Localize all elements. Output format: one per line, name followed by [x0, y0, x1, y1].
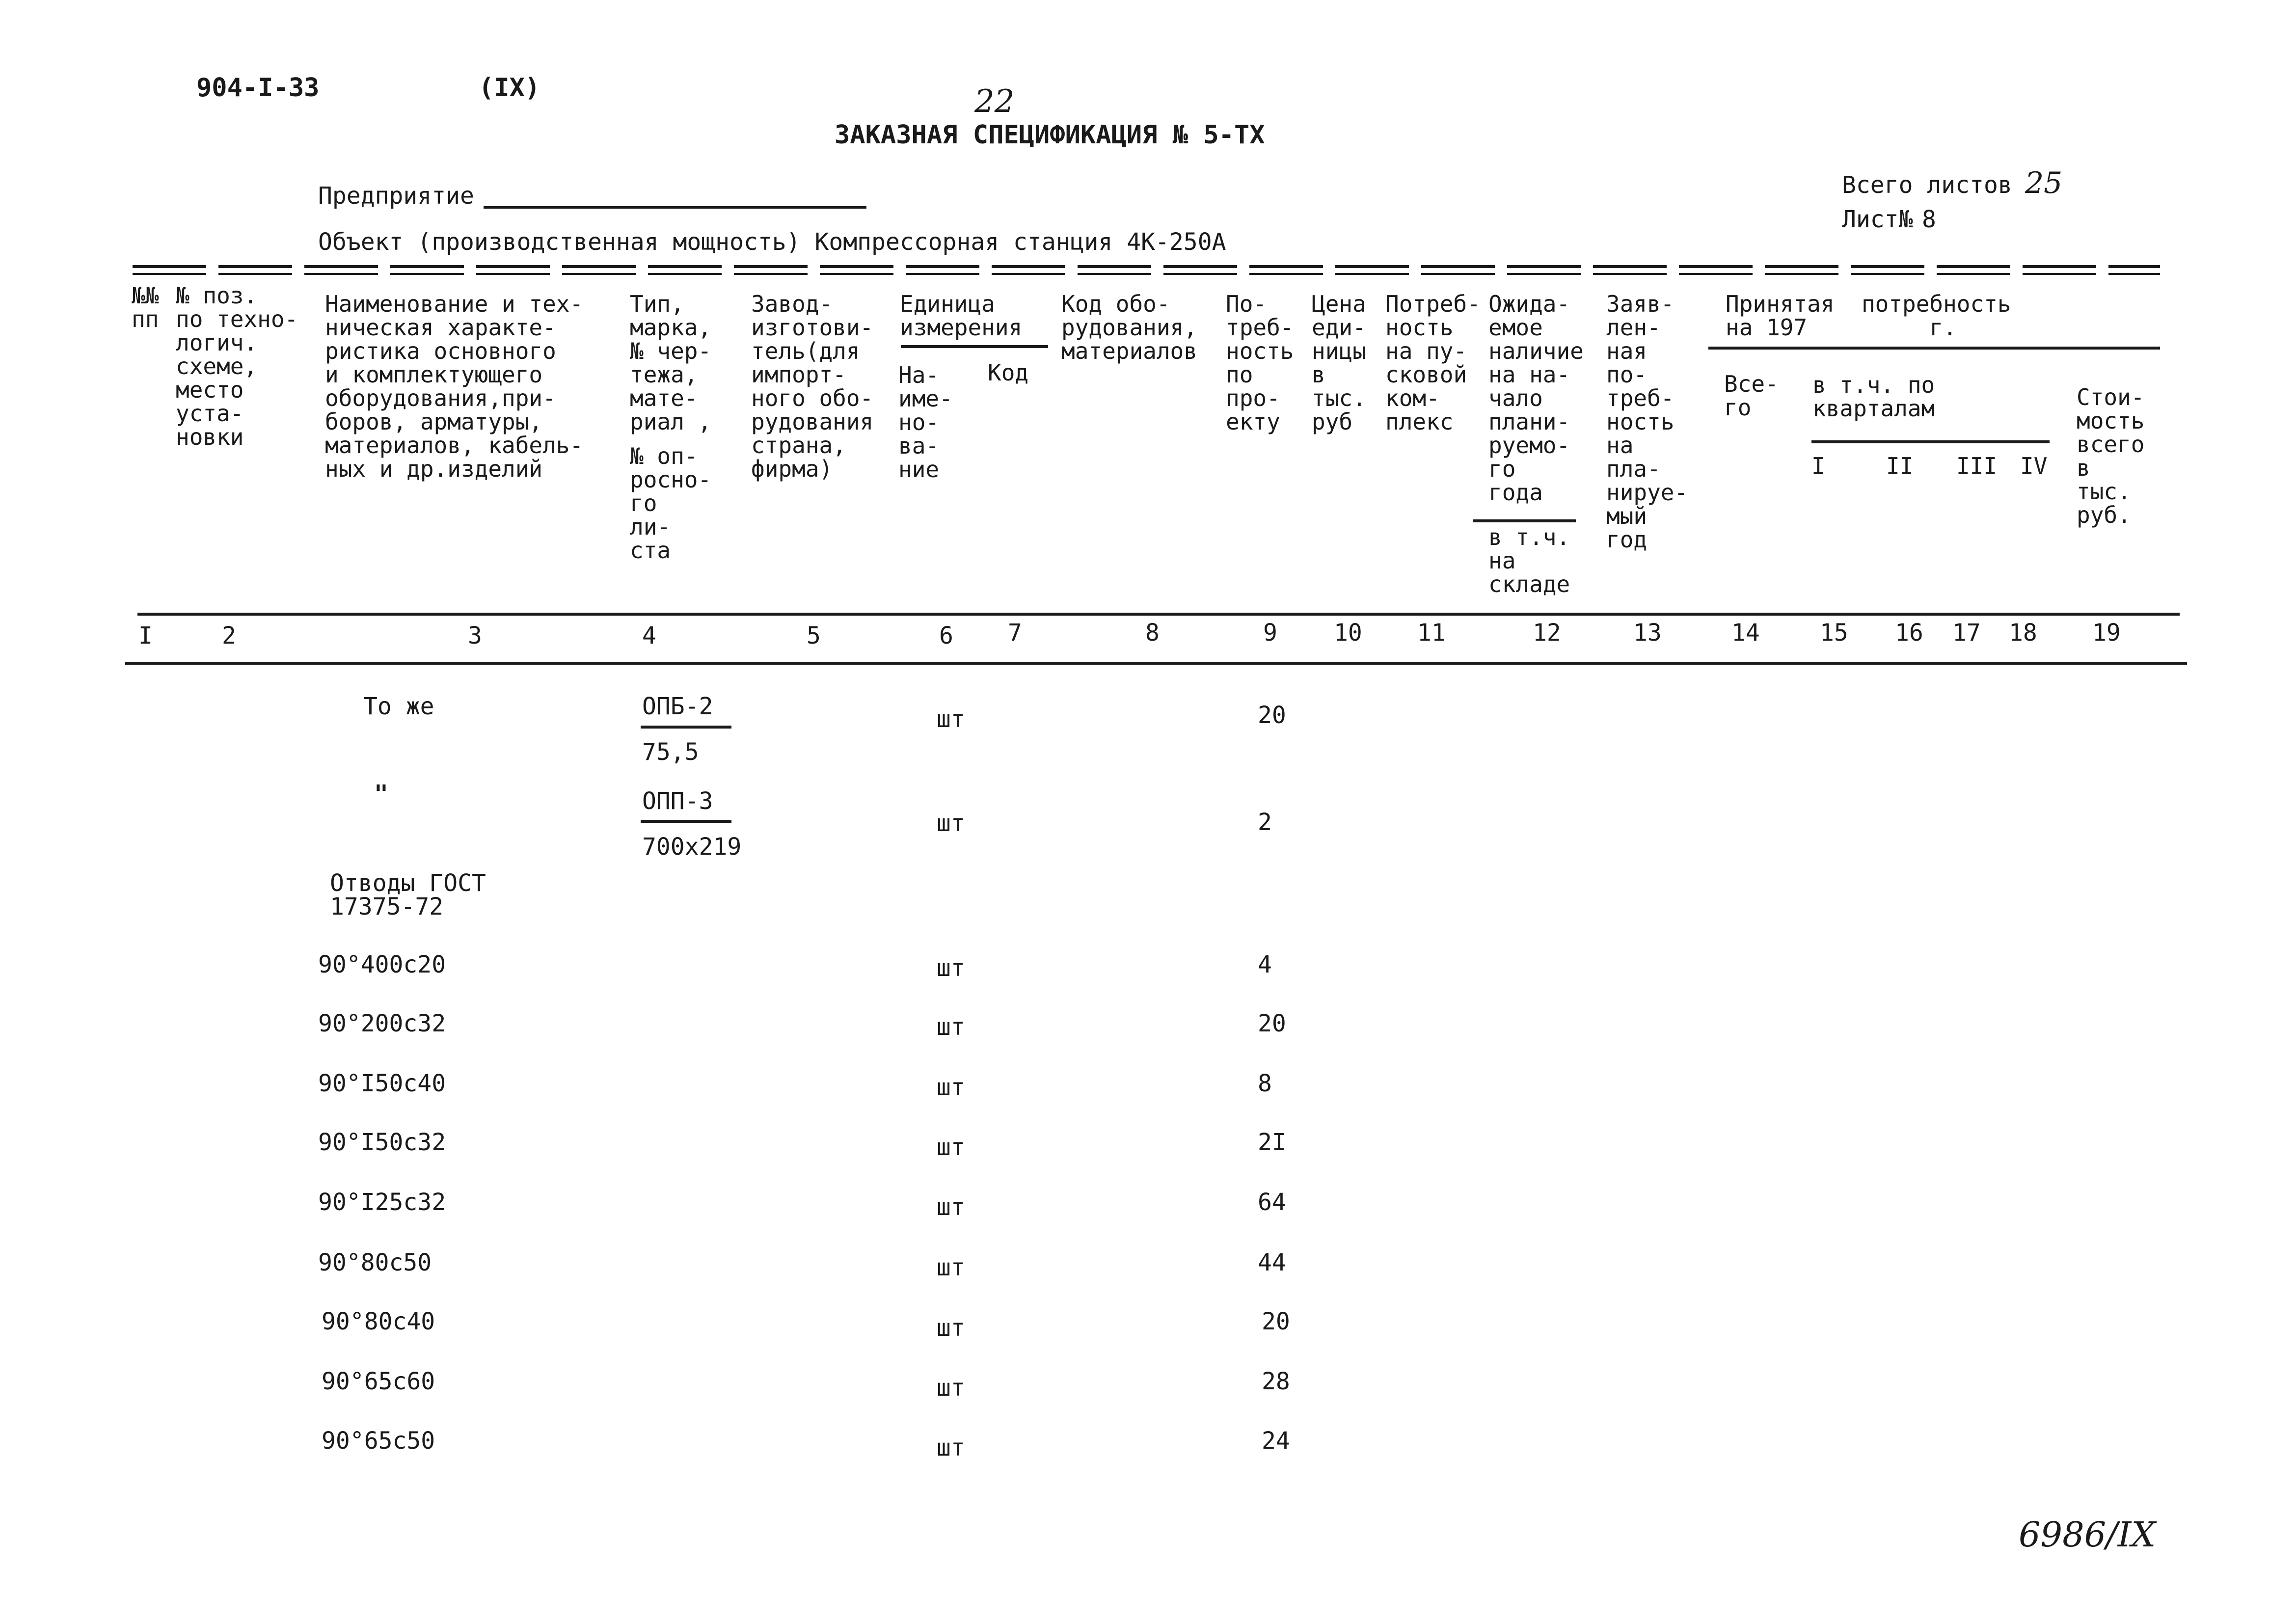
table-top-rule-2 — [133, 273, 2160, 275]
row-11-unit: шт — [937, 1434, 965, 1461]
row-0-sheet: 75,5 — [642, 738, 699, 766]
header-col2: № поз. по техно- логич. схеме, место уста- новки — [176, 282, 298, 450]
row-8-name: 90°80с50 — [318, 1249, 432, 1276]
row-0-fraction-bar — [641, 726, 731, 729]
document-part: (IX) — [479, 73, 540, 103]
row-0-type: ОПБ-2 — [642, 693, 713, 720]
row-6-qty: 2I — [1258, 1129, 1286, 1156]
header-q3: III — [1956, 453, 1998, 479]
sheet-label: Лист№ — [1842, 206, 1913, 233]
row-1-type: ОПП-3 — [642, 787, 713, 815]
row-7-unit: шт — [937, 1193, 965, 1221]
row-1-name: " — [374, 780, 388, 808]
header-q1: I — [1811, 453, 1825, 479]
page-title: ЗАКАЗНАЯ СПЕЦИФИКАЦИЯ № 5-ТХ — [835, 120, 1265, 150]
row-3-unit: шт — [937, 954, 965, 982]
row-2-name: Отводы ГОСТ 17375-72 — [330, 869, 486, 920]
row-1-unit: шт — [937, 810, 965, 837]
header-col14-18: Принятая потребность на 197 г. — [1726, 291, 2011, 341]
row-11-qty: 24 — [1262, 1427, 1290, 1455]
unit-subheader-rule — [901, 345, 1048, 348]
row-4-name: 90°200с32 — [318, 1010, 446, 1037]
header-q2: II — [1886, 453, 1914, 479]
enterprise-label: Предприятие — [318, 182, 474, 210]
row-6-unit: шт — [937, 1134, 965, 1161]
colnum-1: I — [138, 622, 153, 649]
row-4-qty: 20 — [1258, 1010, 1286, 1037]
colnum-17: 17 — [1952, 619, 1981, 647]
total-sheets-value: 25 — [2025, 166, 2063, 200]
colnum-7: 7 — [1008, 619, 1022, 647]
header-col4b: № оп- росно- го ли- ста — [630, 443, 712, 564]
colnum-bottom-rule — [125, 662, 2187, 665]
header-col3: Наименование и тех- ническая характе- ристика основного и комплектующего оборудования,при- боров, арматуры, материалов, кабель- ных и др.изделий — [325, 291, 584, 482]
colnum-12: 12 — [1533, 619, 1561, 647]
colnum-2: 2 — [222, 622, 236, 649]
header-col12a: Ожида- емое наличие на на- чало плани- руемо- го года — [1488, 291, 1584, 506]
row-5-qty: 8 — [1258, 1070, 1272, 1097]
row-0-qty: 20 — [1258, 702, 1286, 729]
header-col9: По- треб- ность по про- екту — [1226, 291, 1294, 435]
row-6-name: 90°I50с32 — [318, 1129, 446, 1156]
row-0-name: То же — [363, 693, 434, 720]
header-col6: На- име- но- ва- ние — [898, 362, 953, 483]
header-col11: Потреб- ность на пу- сковой ком- плекс — [1385, 291, 1481, 435]
row-5-unit: шт — [937, 1074, 965, 1101]
colnum-13: 13 — [1633, 619, 1662, 647]
row-9-unit: шт — [937, 1314, 965, 1342]
header-bottom-rule — [137, 613, 2180, 616]
row-7-name: 90°I25с32 — [318, 1189, 446, 1216]
inventory-stamp: 6986/IX — [2019, 1515, 2156, 1555]
total-sheets-label: Всего листов — [1842, 171, 2012, 199]
row-1-sheet: 700х219 — [642, 833, 742, 861]
row-8-qty: 44 — [1258, 1249, 1286, 1276]
stock-subheader-rule — [1473, 519, 1576, 522]
row-9-name: 90°80с40 — [322, 1308, 435, 1335]
header-col5: Завод- изготови- тель(для импорт- ного обо- рудования страна, фирма) — [751, 291, 874, 482]
header-col67: Единица измерения — [900, 291, 1023, 341]
colnum-8: 8 — [1145, 619, 1160, 647]
document-code: 904-I-33 — [196, 73, 320, 103]
enterprise-underline — [484, 206, 866, 209]
quarters-subheader-rule — [1811, 440, 2050, 443]
row-10-unit: шт — [937, 1374, 965, 1402]
header-col7: Код — [988, 359, 1029, 386]
header-col8: Код обо- рудования, материалов — [1061, 291, 1197, 364]
colnum-5: 5 — [807, 622, 821, 649]
header-col15-18: в т.ч. по кварталам — [1812, 372, 1935, 422]
colnum-4: 4 — [642, 622, 656, 649]
row-4-unit: шт — [937, 1013, 965, 1041]
row-8-unit: шт — [937, 1254, 965, 1281]
row-3-name: 90°400с20 — [318, 951, 446, 978]
colnum-14: 14 — [1731, 619, 1760, 647]
row-9-qty: 20 — [1262, 1308, 1290, 1335]
colnum-10: 10 — [1334, 619, 1362, 647]
colnum-18: 18 — [2009, 619, 2037, 647]
colnum-11: 11 — [1417, 619, 1446, 647]
header-col10: Цена еди- ницы в тыс. руб — [1312, 291, 1366, 435]
row-0-unit: шт — [937, 705, 965, 733]
row-3-qty: 4 — [1258, 951, 1272, 978]
header-col12b: в т.ч. на складе — [1488, 524, 1570, 597]
row-5-name: 90°I50с40 — [318, 1070, 446, 1097]
table-top-rule — [133, 265, 2160, 268]
header-col1: №№ пп — [132, 282, 159, 332]
sheet-value: 8 — [1922, 206, 1936, 233]
colnum-3: 3 — [468, 622, 482, 649]
header-q4: IV — [2020, 453, 2048, 479]
header-col14: Все- го — [1724, 371, 1779, 421]
colnum-9: 9 — [1263, 619, 1277, 647]
page-number: 22 — [974, 83, 1015, 120]
header-col4a: Тип, марка, № чер- тежа, мате- риал , — [630, 291, 712, 435]
row-1-fraction-bar — [641, 820, 731, 823]
header-col19: Стои- мость всего в тыс. руб. — [2077, 384, 2145, 528]
row-10-qty: 28 — [1262, 1368, 1290, 1395]
object-line: Объект (производственная мощность) Компрессорная станция 4К-250А — [318, 228, 1226, 256]
colnum-16: 16 — [1895, 619, 1923, 647]
header-col13: Заяв- лен- ная по- треб- ность на пла- нируе- мый год — [1606, 291, 1688, 553]
colnum-6: 6 — [939, 622, 953, 649]
row-10-name: 90°65с60 — [322, 1368, 435, 1395]
colnum-15: 15 — [1820, 619, 1848, 647]
colnum-19: 19 — [2092, 619, 2121, 647]
row-1-qty: 2 — [1258, 809, 1272, 836]
row-11-name: 90°65с50 — [322, 1427, 435, 1455]
accepted-subheader-rule — [1708, 347, 2160, 350]
row-7-qty: 64 — [1258, 1189, 1286, 1216]
